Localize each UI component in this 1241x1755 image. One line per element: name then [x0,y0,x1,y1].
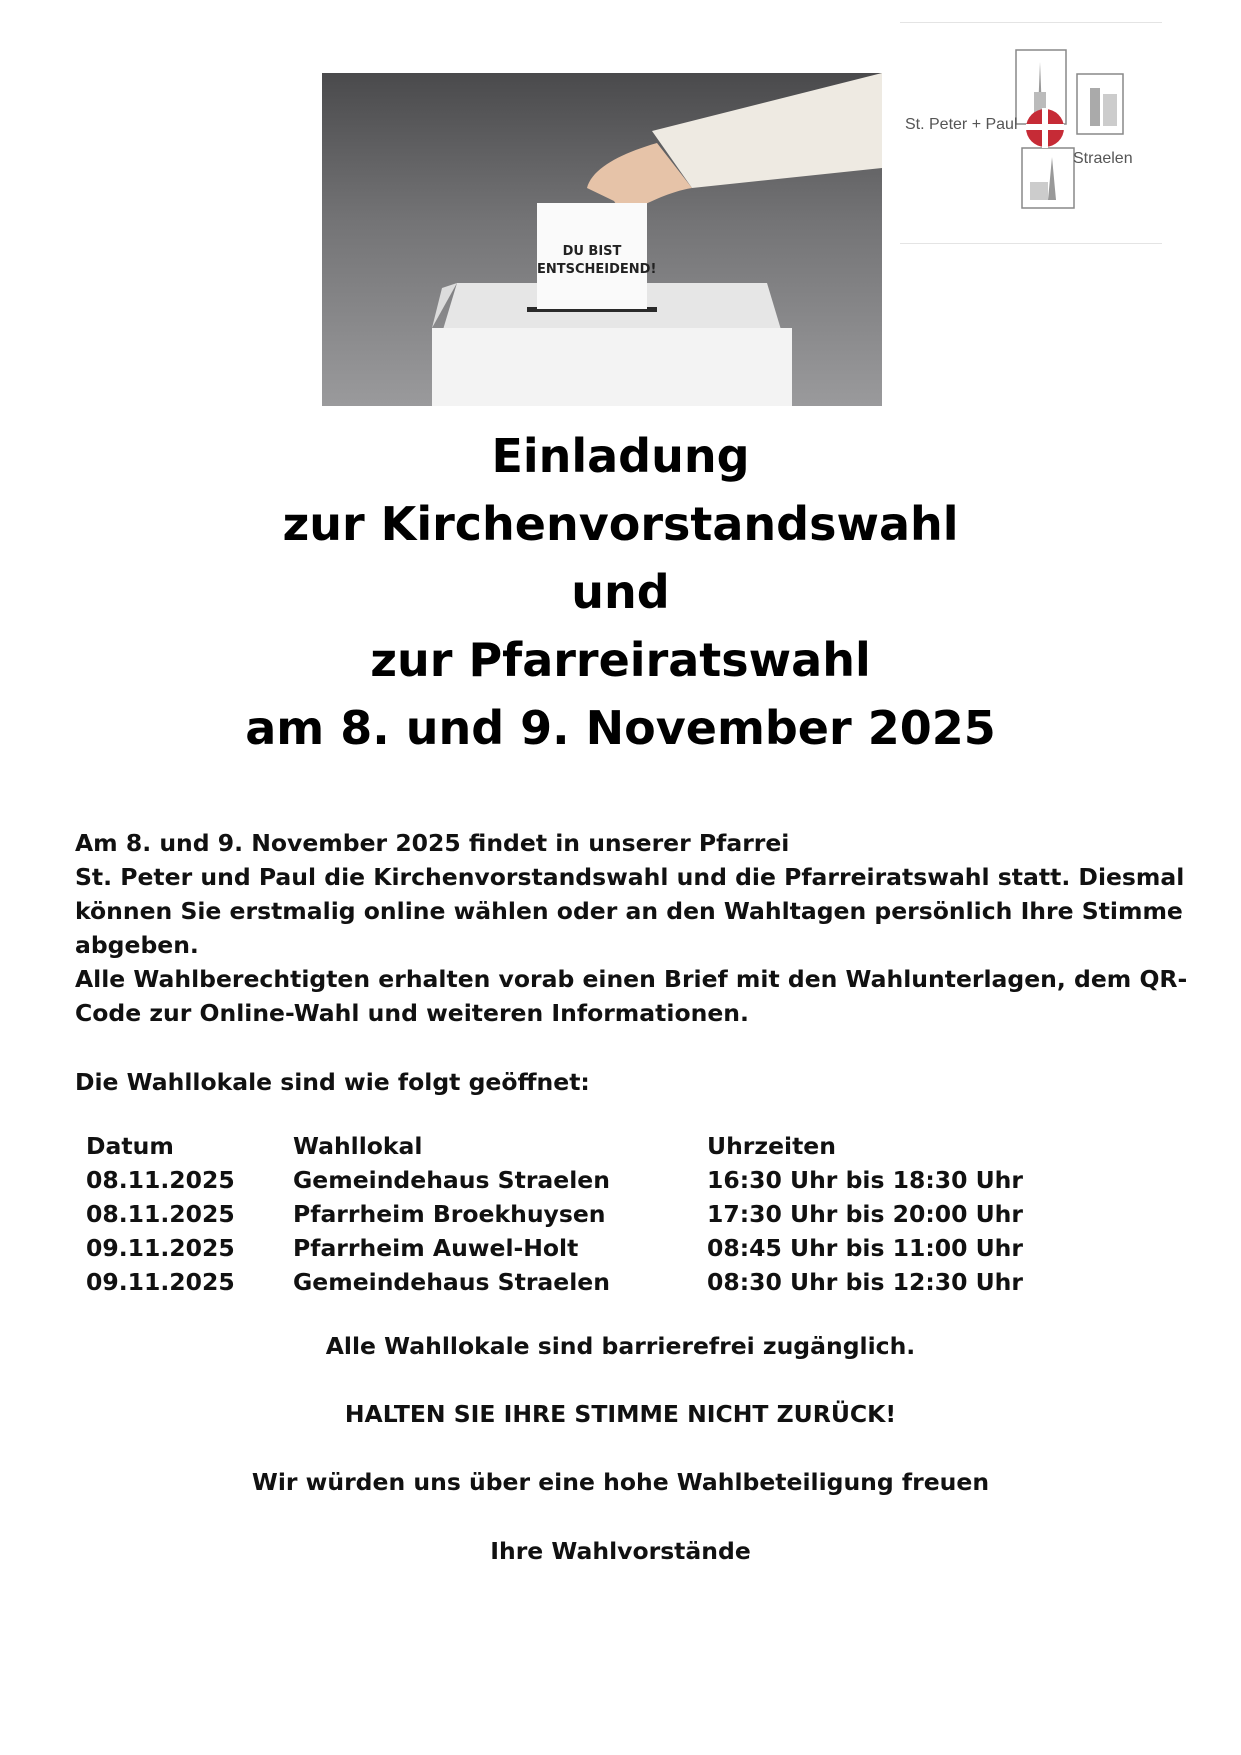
cell-location: Pfarrheim Broekhuysen [293,1200,606,1228]
page-title [0,422,1241,762]
cell-location: Pfarrheim Auwel-Holt [293,1234,579,1262]
ballot-text-line: DU BIST [562,244,622,259]
cell-date: 08.11.2025 [86,1166,235,1194]
ballot-box-photo [322,73,882,406]
cell-date: 08.11.2025 [86,1200,235,1228]
cell-times: 08:30 Uhr bis 12:30 Uhr [707,1268,1023,1296]
cell-times: 16:30 Uhr bis 18:30 Uhr [707,1166,1023,1194]
cell-location: Gemeindehaus Straelen [293,1268,610,1296]
parish-logo [900,22,1162,244]
cell-date: 09.11.2025 [86,1234,235,1262]
body-line: Alle Wahlberechtigten erhalten vorab einen Brief mit den Wahlunterlagen, dem QR- [75,965,1188,993]
cell-date: 09.11.2025 [86,1268,235,1296]
header-date: Datum [86,1132,174,1160]
cell-times: 17:30 Uhr bis 20:00 Uhr [707,1200,1023,1228]
body-text [75,826,1188,1030]
opening-hours-intro: Die Wahllokale sind wie folgt geöffnet: [75,1068,590,1096]
cell-location: Gemeindehaus Straelen [293,1166,610,1194]
title-line: zur Kirchenvorstandswahl [282,497,959,551]
body-line: können Sie erstmalig online wählen oder an den Wahltagen persönlich Ihre Stimme [75,897,1183,925]
title-line: zur Pfarreiratswahl [370,633,871,687]
body-line: Code zur Online-Wahl und weiteren Informationen. [75,999,749,1027]
body-line: St. Peter und Paul die Kirchenvorstandswahl und die Pfarreiratswahl statt. Diesmal [75,863,1185,891]
cell-times: 08:45 Uhr bis 11:00 Uhr [707,1234,1023,1262]
parish-name: St. Peter + Paul [905,116,1018,133]
cross-icon [1026,108,1064,148]
title-line: Einladung [491,429,750,483]
parish-place: Straelen [1073,150,1133,167]
hope-text: Wir würden uns über eine hohe Wahlbeteiligung freuen [251,1468,990,1496]
header-location: Wahllokal [293,1132,423,1160]
header-times: Uhrzeiten [707,1132,836,1160]
body-line: Am 8. und 9. November 2025 findet in unserer Pfarrei [75,829,790,857]
title-line: am 8. und 9. November 2025 [245,701,996,755]
title-line: und [571,565,670,619]
ballot-text [537,243,657,279]
appeal-text: HALTEN SIE IHRE STIMME NICHT ZURÜCK! [344,1400,897,1428]
ballot-text-line: ENTSCHEIDEND! [537,262,657,277]
signature: Ihre Wahlvorstände [490,1537,751,1565]
accessibility-note: Alle Wahllokale sind barrierefrei zugänglich. [325,1332,916,1360]
body-line: abgeben. [75,931,199,959]
